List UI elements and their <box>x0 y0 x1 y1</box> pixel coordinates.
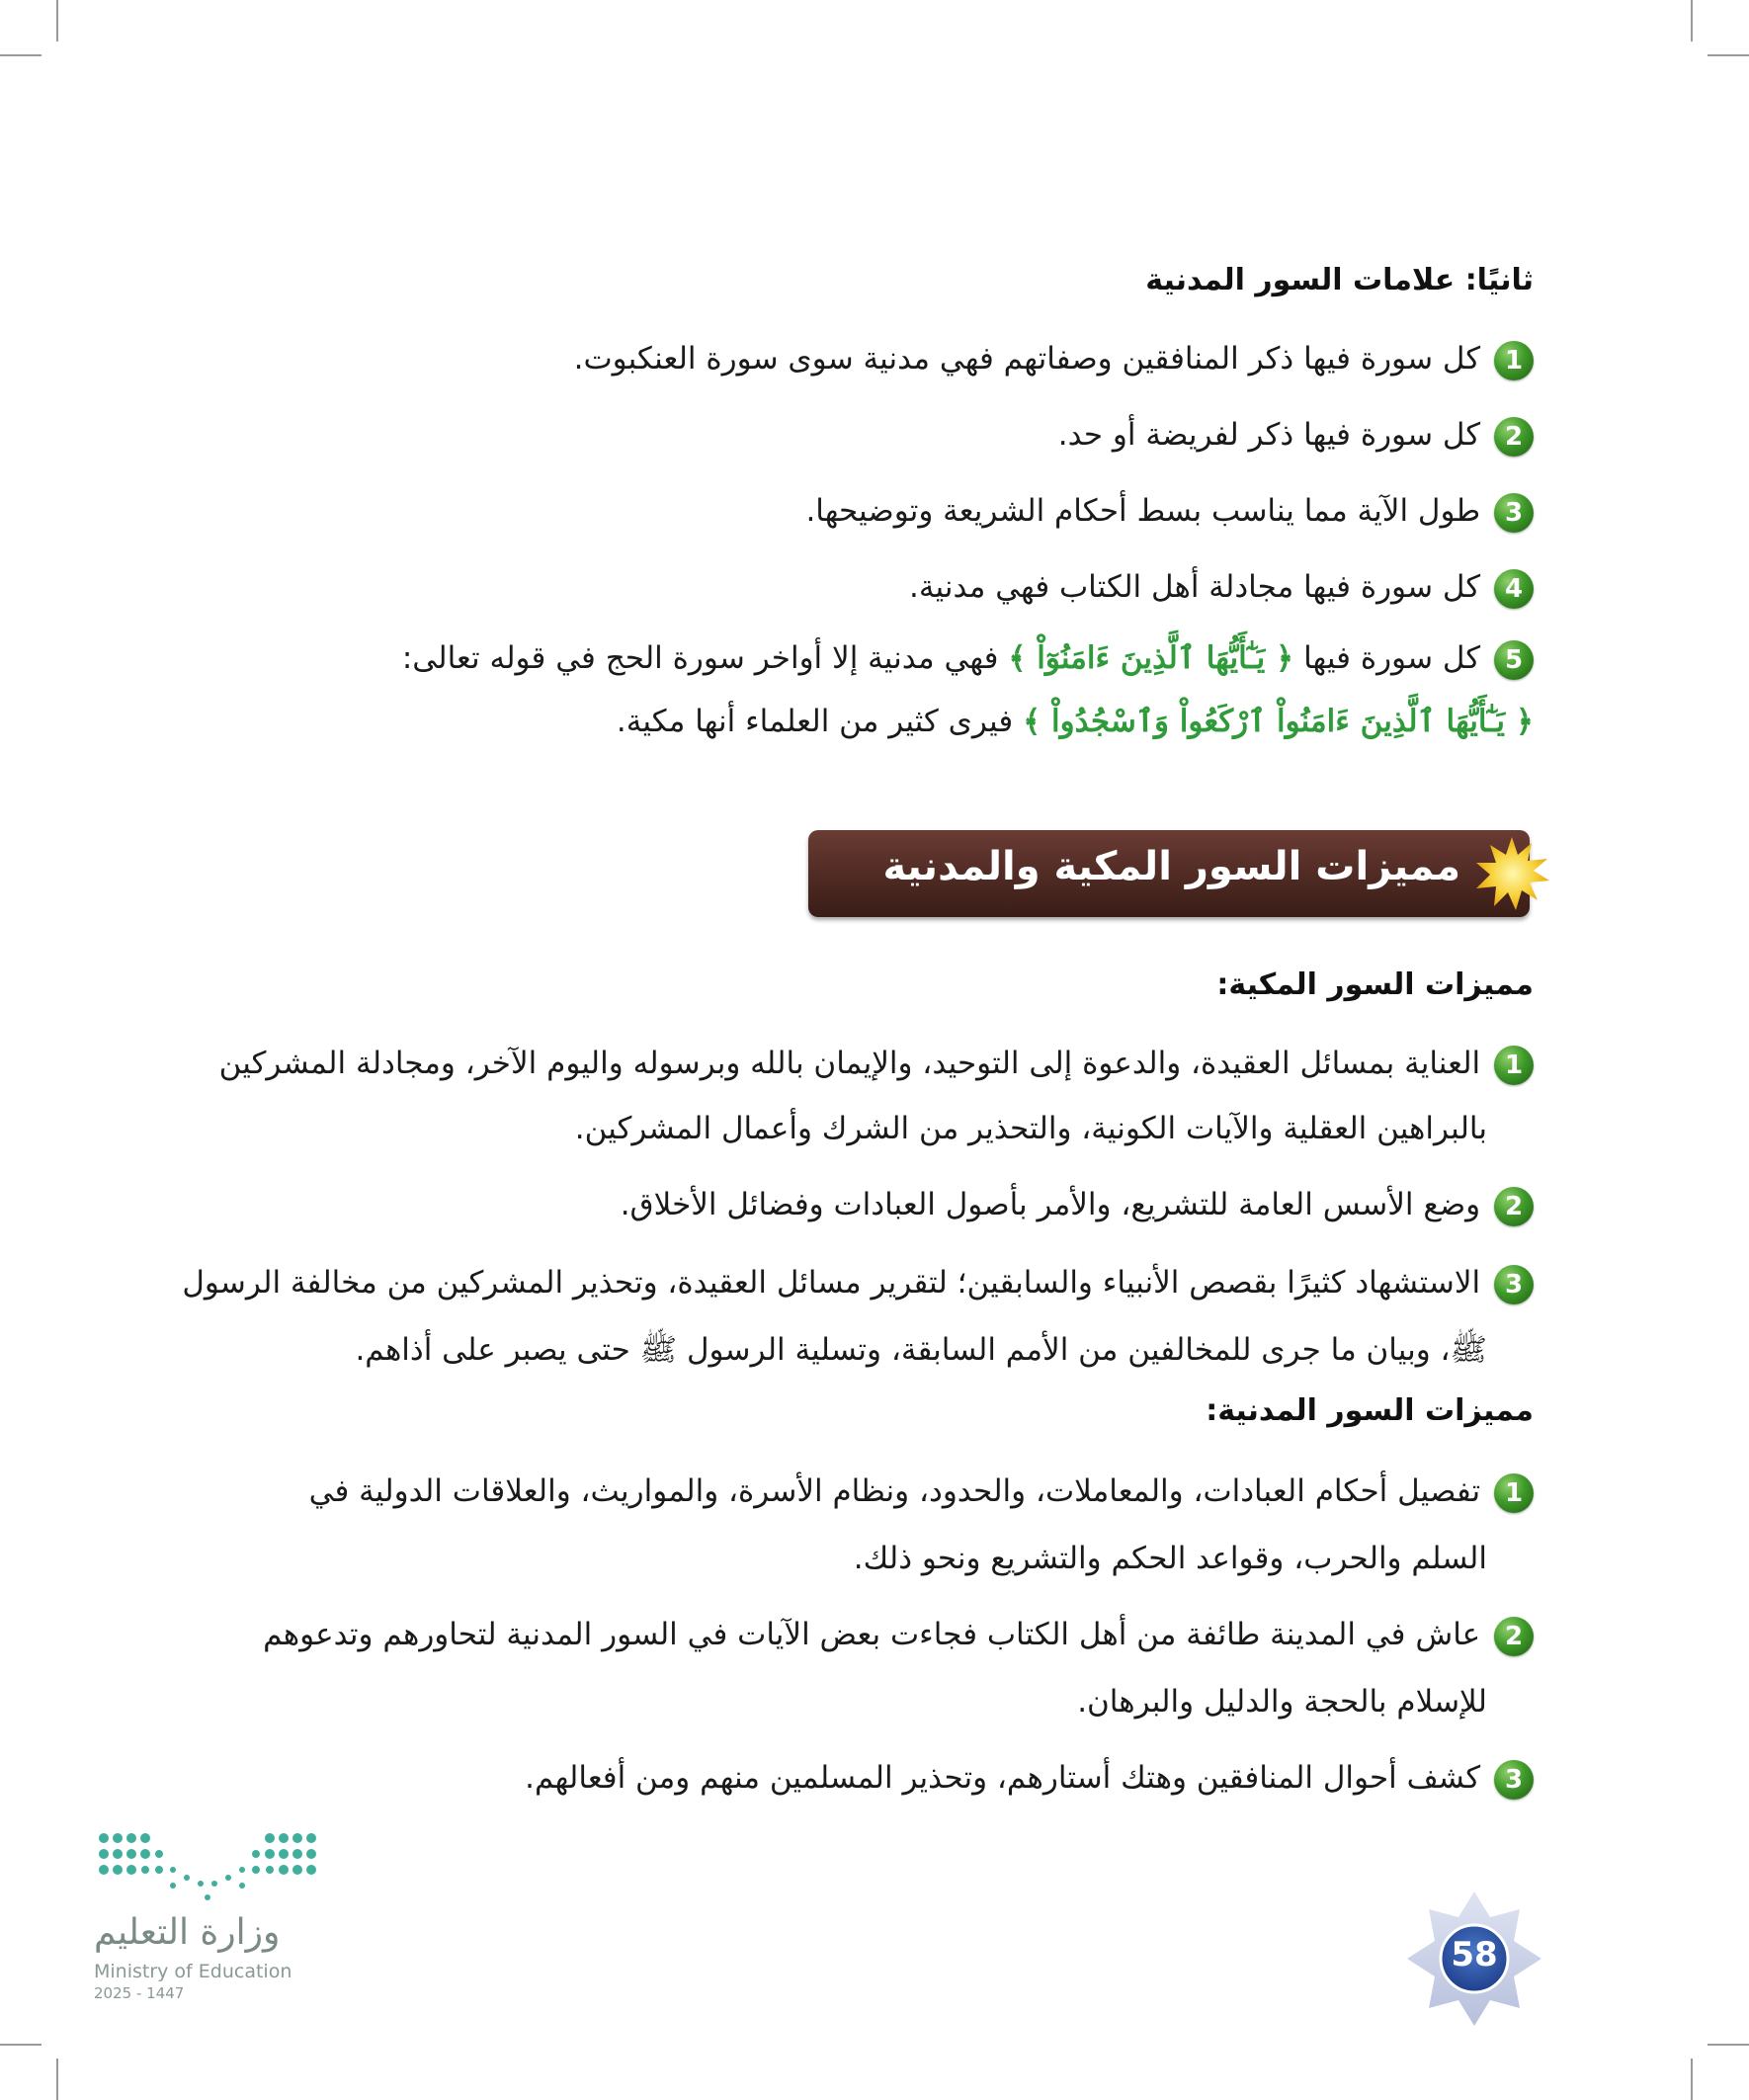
item-text: تفصيل أحكام العبادات، والمعاملات، والحدود، ونظام الأسرة، والمواريث، والعلاقات الدولية في <box>308 1473 1481 1509</box>
item-text: كل سورة فيها ذكر المنافقين وصفاتهم فهي مدنية سوى سورة العنكبوت. <box>573 341 1481 377</box>
list-item <box>1058 413 1534 457</box>
list-item <box>309 1470 1534 1513</box>
crop-mark <box>1707 2044 1749 2046</box>
item-text: وضع الأسس العامة للتشريع، والأمر بأصول العبادات وفضائل الأخلاق. <box>620 1187 1481 1222</box>
list-item <box>219 1042 1534 1085</box>
section-two-heading: ثانيًا: علامات السور المدنية <box>1145 263 1534 297</box>
item-text: فهي مدنية إلا أواخر سورة الحج في قوله تعالى: <box>401 640 999 676</box>
crop-mark <box>0 2044 42 2046</box>
ministry-name-arabic: وزارة التعليم <box>94 1912 281 1953</box>
item-text: كل سورة فيها ذكر لفريضة أو حد. <box>1057 417 1481 453</box>
item-text: الاستشهاد كثيرًا بقصص الأنبياء والسابقين؛ لتقرير مسائل العقيدة، وتحذير المشركين من مخالفة الرسول <box>182 1265 1481 1301</box>
item-text-continuation: ﷺ، وبيان ما جرى للمخالفين من الأمم السابقة، وتسلية الرسول ﷺ حتى يصبر على أذاهم. <box>355 1332 1487 1368</box>
item-number-badge: 5 <box>1494 640 1534 680</box>
crop-mark <box>1691 2058 1693 2100</box>
list-item-continuation <box>617 700 1534 743</box>
banner-title: مميزات السور المكية والمدنية <box>882 844 1460 889</box>
crop-mark <box>0 54 42 56</box>
crop-mark <box>1707 54 1749 56</box>
list-item <box>525 1756 1534 1800</box>
item-number-badge: 2 <box>1494 1187 1534 1226</box>
item-number-badge: 3 <box>1494 1265 1534 1304</box>
item-number-badge: 3 <box>1494 493 1534 533</box>
item-text-continuation: للإسلام بالحجة والدليل والبرهان. <box>1077 1684 1487 1720</box>
item-text: كل سورة فيها <box>1303 640 1481 676</box>
ministry-name-english: Ministry of Education <box>94 1961 292 1982</box>
ministry-logo-icon <box>94 1828 321 1907</box>
list-item <box>402 636 1534 680</box>
list-item <box>182 1261 1534 1304</box>
crop-mark <box>56 2058 58 2100</box>
item-number-badge: 1 <box>1494 341 1534 380</box>
list-item <box>909 565 1534 609</box>
quran-verse: ﴿ يَـٰٓأَيُّهَا ٱلَّذِينَ ءَامَنُواْ ٱرْكَعُواْ وَٱسْجُدُواْ ﴾ <box>1023 704 1534 739</box>
edition-year: 2025 - 1447 <box>94 1984 185 2002</box>
section-banner <box>808 830 1530 917</box>
list-item <box>574 337 1534 380</box>
crop-mark <box>56 0 58 42</box>
item-number-badge: 1 <box>1494 1046 1534 1085</box>
item-text: فيرى كثير من العلماء أنها مكية. <box>616 704 1014 739</box>
item-number-badge: 2 <box>1494 1617 1534 1656</box>
item-number-badge: 4 <box>1494 569 1534 609</box>
item-number-badge: 3 <box>1494 1760 1534 1800</box>
item-text: طول الآية مما يناسب بسط أحكام الشريعة وتوضيحها. <box>805 493 1481 529</box>
list-item <box>263 1613 1534 1656</box>
list-item <box>805 489 1534 533</box>
item-number-badge: 1 <box>1494 1473 1534 1513</box>
item-text: كشف أحوال المنافقين وهتك أستارهم، وتحذير المسلمين منهم ومن أفعالهم. <box>525 1760 1481 1796</box>
madani-heading: مميزات السور المدنية: <box>1206 1393 1534 1428</box>
item-text-continuation: السلم والحرب، وقواعد الحكم والتشريع ونحو ذلك. <box>853 1541 1487 1576</box>
item-text: عاش في المدينة طائفة من أهل الكتاب فجاءت بعض الآيات في السور المدنية لتحاورهم وتدعوهم <box>263 1617 1481 1652</box>
starburst-icon <box>1472 835 1551 914</box>
item-text: كل سورة فيها مجادلة أهل الكتاب فهي مدنية. <box>909 569 1481 605</box>
item-text-continuation: بالبراهين العقلية والآيات الكونية، والتحذير من الشرك وأعمال المشركين. <box>574 1111 1487 1146</box>
quran-verse: ﴿ يَـٰٓأَيُّهَا ٱلَّذِينَ ءَامَنُوٓاْ ﴾ <box>1008 640 1294 676</box>
list-item <box>621 1183 1534 1226</box>
page-number: 58 <box>1451 1935 1498 1974</box>
item-number-badge: 2 <box>1494 417 1534 457</box>
item-text: العناية بمسائل العقيدة، والدعوة إلى التوحيد، والإيمان بالله وبرسوله واليوم الآخر، ومجادلة المشركين <box>218 1046 1481 1081</box>
makki-heading: مميزات السور المكية: <box>1216 967 1534 1002</box>
crop-mark <box>1691 0 1693 42</box>
